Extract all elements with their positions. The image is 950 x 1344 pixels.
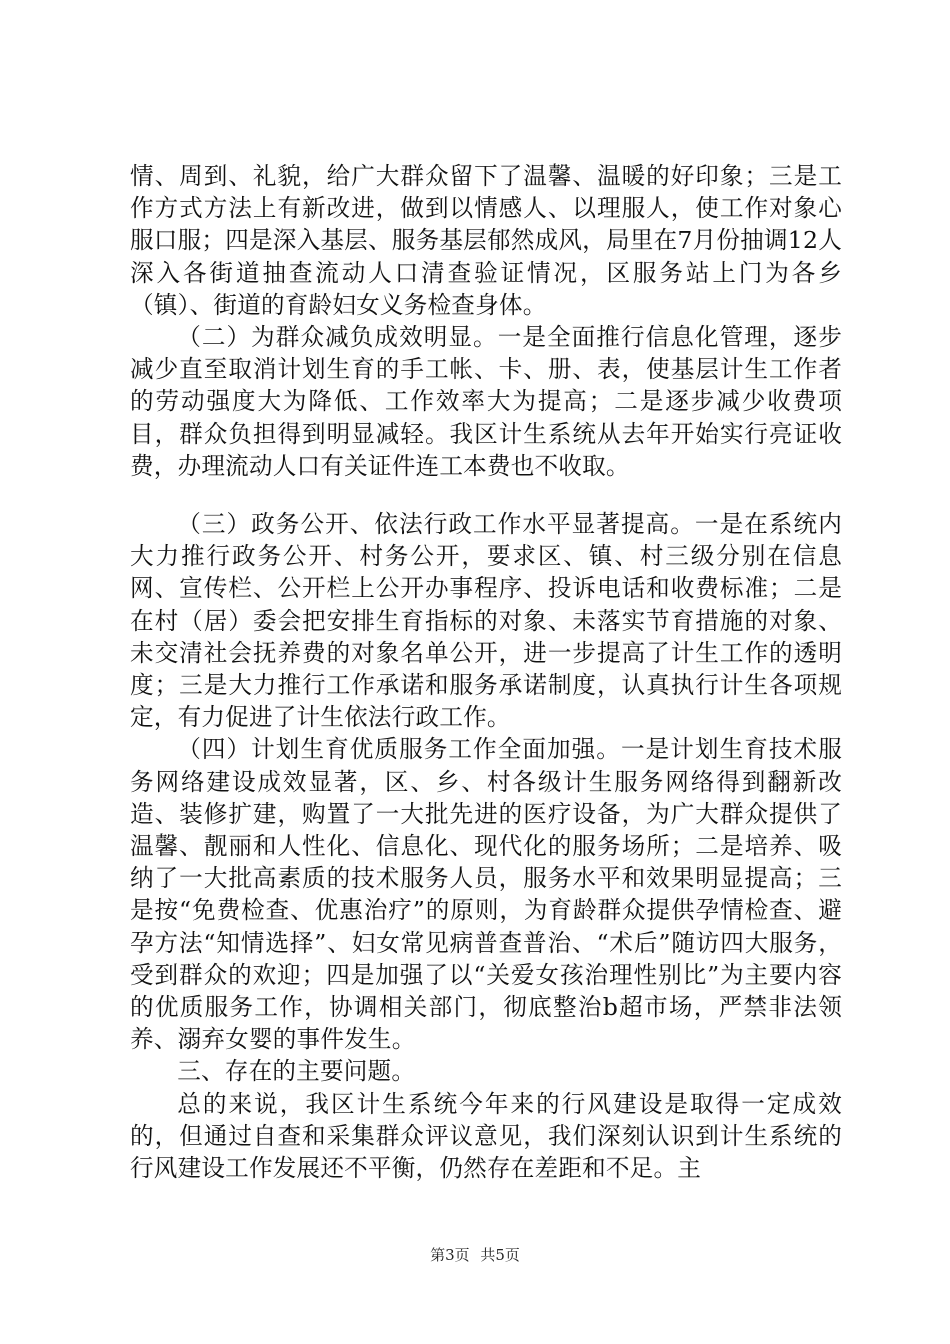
document-body	[130, 160, 842, 1184]
paragraph-section-2: （二）为群众减负成效明显。一是全面推行信息化管理，逐步减少直至取消计划生育的手工帐、卡、册、表，使基层计生工作者的劳动强度大为降低、工作效率大为提高；二是逐步减少收费项目，群众负担得到明显减轻。我区计生系统从去年开始实行亮证收费，办理流动人口有关证件连工本费也不收取。	[130, 323, 842, 480]
paragraph-section-4: （四）计划生育优质服务工作全面加强。一是计划生育技术服务网络建设成效显著，区、乡、村各级计生服务网络得到翻新改造、装修扩建，购置了一大批先进的医疗设备，为广大群众提供了温馨、靓丽和人性化、信息化、现代化的服务场所；二是培养、吸纳了一大批高素质的技术服务人员，服务水平和效果明显提高；三是按“免费检查、优惠治疗”的原则，为育龄群众提供孕情检查、避孕方法“知情选择”、妇女常见病普查普治、“术后”随访四大服务，受到群众的欢迎；四是加强了以“关爱女孩治理性别比”为主要内容的优质服务工作，协调相关部门，彻底整治b超市场，严禁非法领养、溺弃女婴的事件发生。	[130, 735, 842, 1054]
heading-main-problems: 三、存在的主要问题。	[177, 1057, 416, 1086]
paragraph-section-3: （三）政务公开、依法行政工作水平显著提高。一是在系统内大力推行政务公开、村务公开，要求区、镇、村三级分别在信息网、宣传栏、公开栏上公开办事程序、投诉电话和收费标准；二是在村（居）委会把安排生育指标的对象、未落实节育措施的对象、未交清社会抚养费的对象名单公开，进一步提高了计生工作的透明度；三是大力推行工作承诺和服务承诺制度，认真执行计生各项规定，有力促进了计生依法行政工作。	[130, 510, 842, 732]
paragraph-summary: 总的来说，我区计生系统今年来的行风建设是取得一定成效的，但通过自查和采集群众评议意见，我们深刻认识到计生系统的行风建设工作发展还不平衡，仍然存在差距和不足。主	[130, 1089, 842, 1183]
page-footer	[0, 1245, 950, 1265]
page-number: 第3页	[430, 1246, 470, 1264]
paragraph-spacer	[130, 482, 842, 508]
paragraph-continuation: 情、周到、礼貌，给广大群众留下了温馨、温暖的好印象；三是工作方式方法上有新改进，做到以情感人、以理服人，使工作对象心服口服；四是深入基层、服务基层郁然成风，局里在7月份抽调12人深入各街道抽查流动人口清查验证情况，区服务站上门为各乡（镇）、街道的育龄妇女义务检查身体。	[130, 162, 842, 319]
page-total: 共5页	[480, 1246, 520, 1264]
